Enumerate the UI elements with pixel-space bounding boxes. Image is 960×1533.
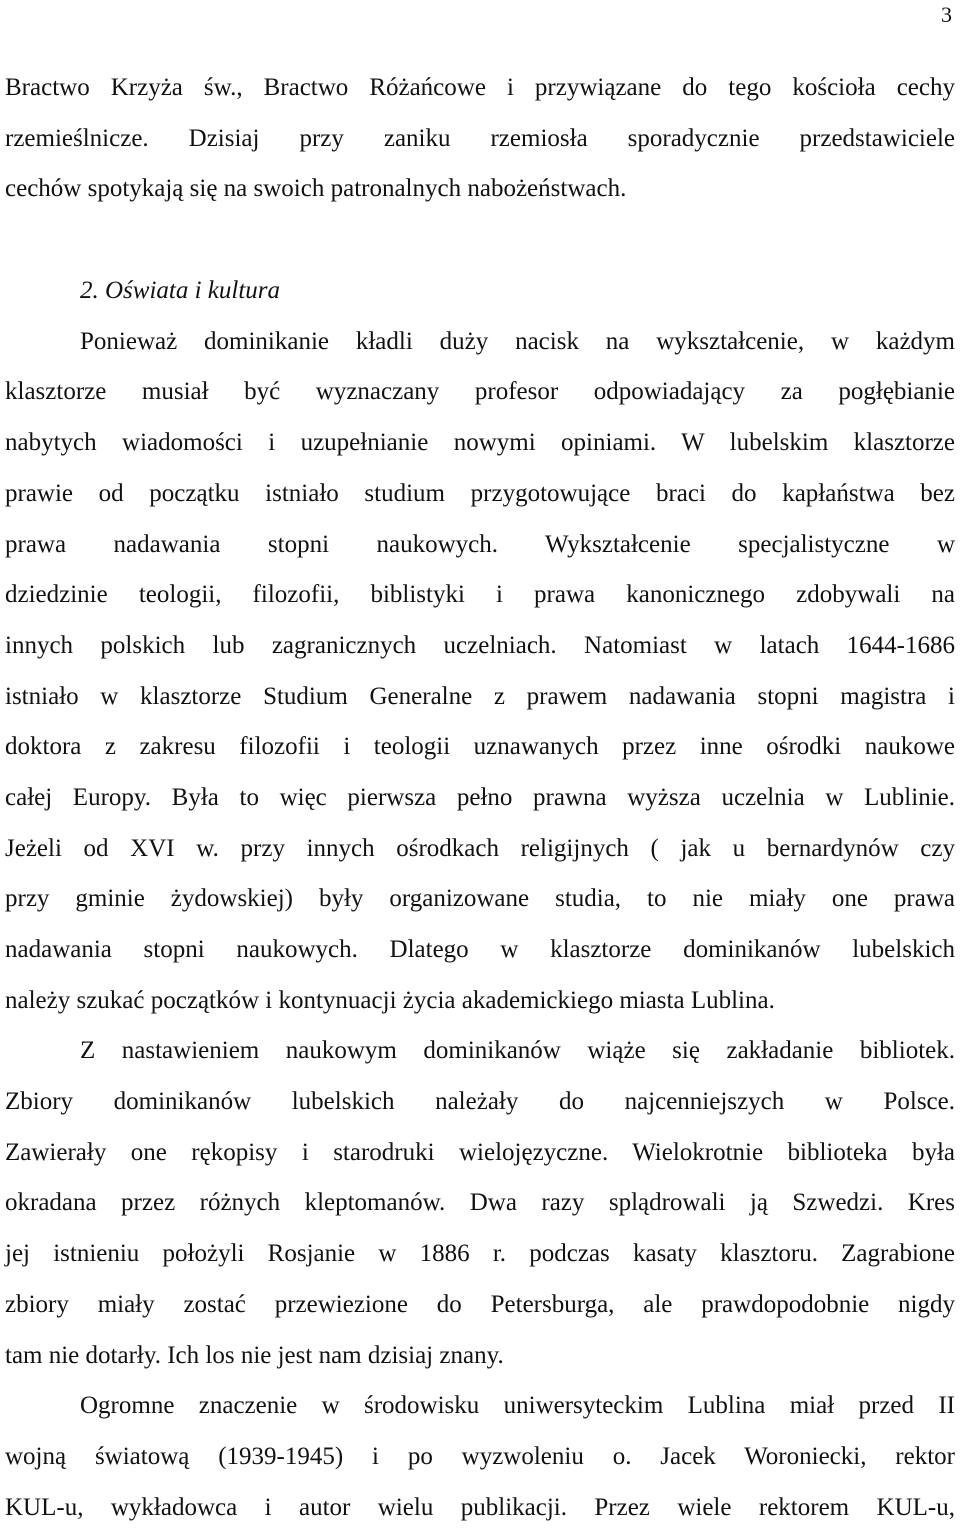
text-line: Bractwo Krzyża św., Bractwo Różańcowe i przywiązane do tego kościoła cechy <box>5 74 955 101</box>
paragraph-gap <box>5 215 955 266</box>
text-line: całej Europy. Była to więc pierwsza pełno prawna wyższa uczelnia w Lublinie. <box>5 783 955 811</box>
text-line: tam nie dotarły. Ich los nie jest nam dzisiaj znany. <box>5 1341 504 1369</box>
text-line: Z nastawieniem naukowym dominikanów wiąże się zakładanie bibliotek. <box>80 1037 955 1065</box>
paragraph-woroniecki <box>5 1381 955 1533</box>
text-line: Zawierały one rękopisy i starodruki wielojęzyczne. Wielokrotnie biblioteka była <box>5 1138 955 1166</box>
page-number: 3 <box>941 2 952 27</box>
intro-paragraph <box>5 63 955 215</box>
text-line: prawie od początku istniało studium przygotowujące braci do kapłaństwa bez <box>5 479 955 507</box>
text-line: jej istnieniu położyli Rosjanie w 1886 r. podczas kasaty klasztoru. Zagrabione <box>5 1240 955 1268</box>
text-line: doktora z zakresu filozofii i teologii uznawanych przez inne ośrodki naukowe <box>5 733 955 761</box>
paragraph-education <box>5 317 955 1027</box>
text-line: przy gminie żydowskiej) były organizowane studia, to nie miały one prawa <box>5 885 955 913</box>
text-line: klasztorze musiał być wyznaczany profesor odpowiadający za pogłębianie <box>5 378 955 406</box>
text-line: innych polskich lub zagranicznych uczelniach. Natomiast w latach 1644-1686 <box>5 631 955 659</box>
text-line: okradana przez różnych kleptomanów. Dwa razy splądrowali ją Szwedzi. Kres <box>5 1189 955 1217</box>
text-line: nabytych wiadomości i uzupełnianie nowymi opiniami. W lubelskim klasztorze <box>5 429 955 457</box>
text-line: KUL-u, wykładowca i autor wielu publikacji. Przez wiele rektorem KUL-u, <box>5 1493 955 1521</box>
text-line: zbiory miały zostać przewiezione do Petersburga, ale prawdopodobnie nigdy <box>5 1290 955 1318</box>
text-line: wojną światową (1939-1945) i po wyzwoleniu o. Jacek Woroniecki, rektor <box>5 1442 955 1470</box>
text-line: nadawania stopni naukowych. Dlatego w klasztorze dominikanów lubelskich <box>5 936 955 963</box>
text-line: cechów spotykają się na swoich patronalnych nabożeństwach. <box>5 175 627 203</box>
text-line: istniało w klasztorze Studium Generalne z prawem nadawania stopni magistra i <box>5 682 955 710</box>
text-line: rzemieślnicze. Dzisiaj przy zaniku rzemiosła sporadycznie przedstawiciele <box>5 124 955 152</box>
text-line: należy szukać początków i kontynuacji życia akademickiego miasta Lublina. <box>5 986 775 1014</box>
section-heading: 2. Oświata i kultura <box>80 277 281 305</box>
paragraph-libraries <box>5 1026 955 1381</box>
text-line: Ogromne znaczenie w środowisku uniwersyteckim Lublina miał przed II <box>80 1392 955 1420</box>
text-line: prawa nadawania stopni naukowych. Wykształcenie specjalistyczne w <box>5 530 955 558</box>
text-line: Ponieważ dominikanie kładli duży nacisk na wykształcenie, w każdym <box>80 327 955 355</box>
text-line: dziedzinie teologii, filozofii, biblistyki i prawa kanonicznego zdobywali na <box>5 581 955 609</box>
text-line: Jeżeli od XVI w. przy innych ośrodkach religijnych ( jak u bernardynów czy <box>5 834 955 862</box>
document-body <box>5 63 955 1533</box>
text-line: Zbiory dominikanów lubelskich należały do najcenniejszych w Polsce. <box>5 1088 955 1116</box>
